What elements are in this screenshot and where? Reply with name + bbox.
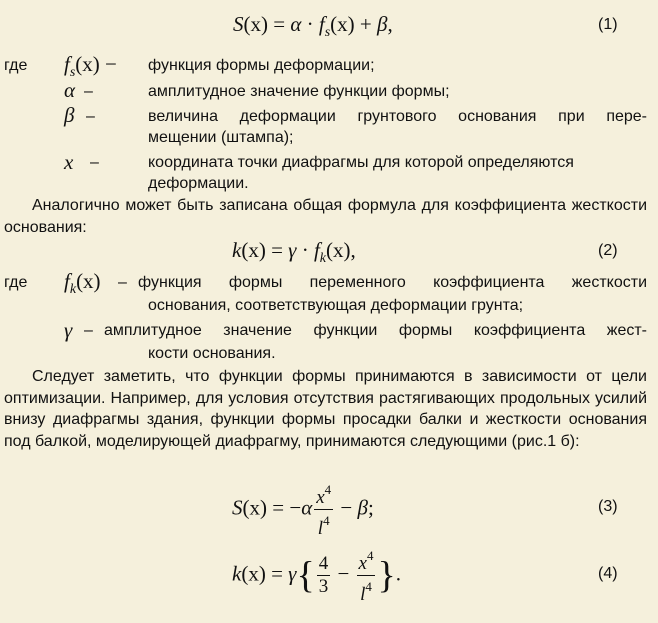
eq1-tail: , <box>387 12 393 36</box>
def5-text-cont: основания, соответствующая деформации грунта; <box>148 297 524 314</box>
eq1-f: f <box>318 12 325 36</box>
def1-text: функция формы деформации; <box>148 57 375 74</box>
equation-2-number: (2) <box>598 242 618 259</box>
def5-text: функция формы переменного коэффициента жесткости <box>138 274 647 291</box>
def5-arg: (x) <box>76 269 101 293</box>
eq1-arg2: (x) <box>330 12 355 36</box>
equation-3 <box>232 480 374 539</box>
eq2-f: f <box>313 238 320 262</box>
def3-symbol-beta: β <box>64 103 75 127</box>
equation-3-number: (3) <box>598 498 618 515</box>
eq2-arg2: (x) <box>326 238 351 262</box>
def5-f: f <box>64 269 70 293</box>
eq2-dot: · <box>296 238 314 262</box>
eq4-minus: − <box>332 561 355 586</box>
def5-lead: где <box>4 274 28 291</box>
def3-text: величина деформации грунтового основания при пере- <box>148 108 647 125</box>
def5-dash: – <box>118 274 127 291</box>
eq1-eq: = <box>268 12 291 36</box>
def2-dash: – <box>84 83 93 100</box>
eq1-alpha: α <box>290 12 302 36</box>
eq4-fraction-2 <box>357 546 376 605</box>
paragraph-2: Следует заметить, что функции формы принимаются в зависимости от цели оптимизации. Например, для условия отсутствия растягивающих продольных усилий внизу диафрагмы здания, функции формы просадки балки и жесткости основания под балкой, моделирующей диафрагму, принимаются следующими (рис.1 б): <box>4 368 647 450</box>
eq4-gamma: γ <box>288 561 297 586</box>
eq3-beta: β <box>357 495 368 520</box>
eq3-lhs: S <box>232 495 243 520</box>
paragraph-1: Аналогично может быть записана общая формула для коэффициента жесткости основания: <box>4 197 647 236</box>
equation-1-number: (1) <box>598 16 618 33</box>
def6-text: амплитудное значение функции формы коэффициента жест- <box>104 322 647 339</box>
def6-symbol-gamma: γ <box>64 318 73 342</box>
eq4-num-x: x <box>358 553 367 574</box>
eq3-den-pow: 4 <box>323 513 330 528</box>
eq2-lhs: k <box>232 238 242 262</box>
def4-dash: – <box>90 154 99 171</box>
eq4-right-brace: } <box>377 554 396 597</box>
def5-sub: k <box>69 282 77 297</box>
eq1-lhs: S <box>233 12 244 36</box>
eq4-f1-num: 4 <box>318 553 329 574</box>
eq4-num-pow: 4 <box>366 548 374 563</box>
eq3-alpha: α <box>301 495 313 520</box>
def3-dash: – <box>86 108 95 125</box>
eq4-tail: . <box>395 561 401 586</box>
eq4-f1-den: 3 <box>318 576 329 597</box>
eq2-tail: , <box>350 238 356 262</box>
eq3-num-x: x <box>316 487 325 508</box>
equation-4-number: (4) <box>598 565 618 582</box>
def1-sub: s <box>69 65 76 80</box>
def6-dash: – <box>84 322 93 339</box>
def3-text-cont: мещении (штампа); <box>148 129 294 146</box>
eq4-lhs: k <box>232 561 242 586</box>
def6-text-cont: кости основания. <box>148 345 276 362</box>
eq4-den-pow: 4 <box>365 579 372 594</box>
def2-text: амплитудное значение функции формы; <box>148 83 450 100</box>
eq3-fraction <box>314 480 333 539</box>
eq4-fraction-1 <box>317 554 331 597</box>
def1-arg: (x) − <box>75 52 117 76</box>
eq2-eq: = <box>265 238 289 262</box>
eq2-arg: (x) <box>241 238 266 262</box>
equation-4 <box>232 546 401 605</box>
eq1-sub: s <box>324 25 331 40</box>
eq3-arg: (x) <box>242 495 267 520</box>
eq4-arg: (x) <box>241 561 266 586</box>
eq4-left-brace: { <box>296 554 315 597</box>
eq3-num-pow: 4 <box>324 482 332 497</box>
def4-text: координата точки диафрагмы для которой определяются <box>148 154 574 171</box>
def5-symbol-fk <box>64 269 101 302</box>
def1-f: f <box>64 52 70 76</box>
eq1-plus: + <box>354 12 378 36</box>
eq3-tail: ; <box>367 495 374 520</box>
eq1-arg: (x) <box>243 12 268 36</box>
equation-2 <box>232 238 356 271</box>
eq2-gamma: γ <box>288 238 297 262</box>
eq4-eq: = <box>265 561 289 586</box>
eq3-minus: − <box>335 495 358 520</box>
eq2-sub: k <box>319 251 327 266</box>
eq1-dot: · <box>301 12 319 36</box>
def1-lead: где <box>4 57 28 74</box>
eq3-den-l: l <box>317 518 324 539</box>
eq1-beta: β <box>377 12 388 36</box>
eq4-den-l: l <box>360 584 366 605</box>
eq3-eq: = − <box>267 495 302 520</box>
equation-1 <box>233 12 393 45</box>
def4-text-cont: деформации. <box>148 175 249 192</box>
def2-symbol-alpha: α <box>64 78 76 102</box>
def4-symbol-x: x <box>64 150 74 174</box>
